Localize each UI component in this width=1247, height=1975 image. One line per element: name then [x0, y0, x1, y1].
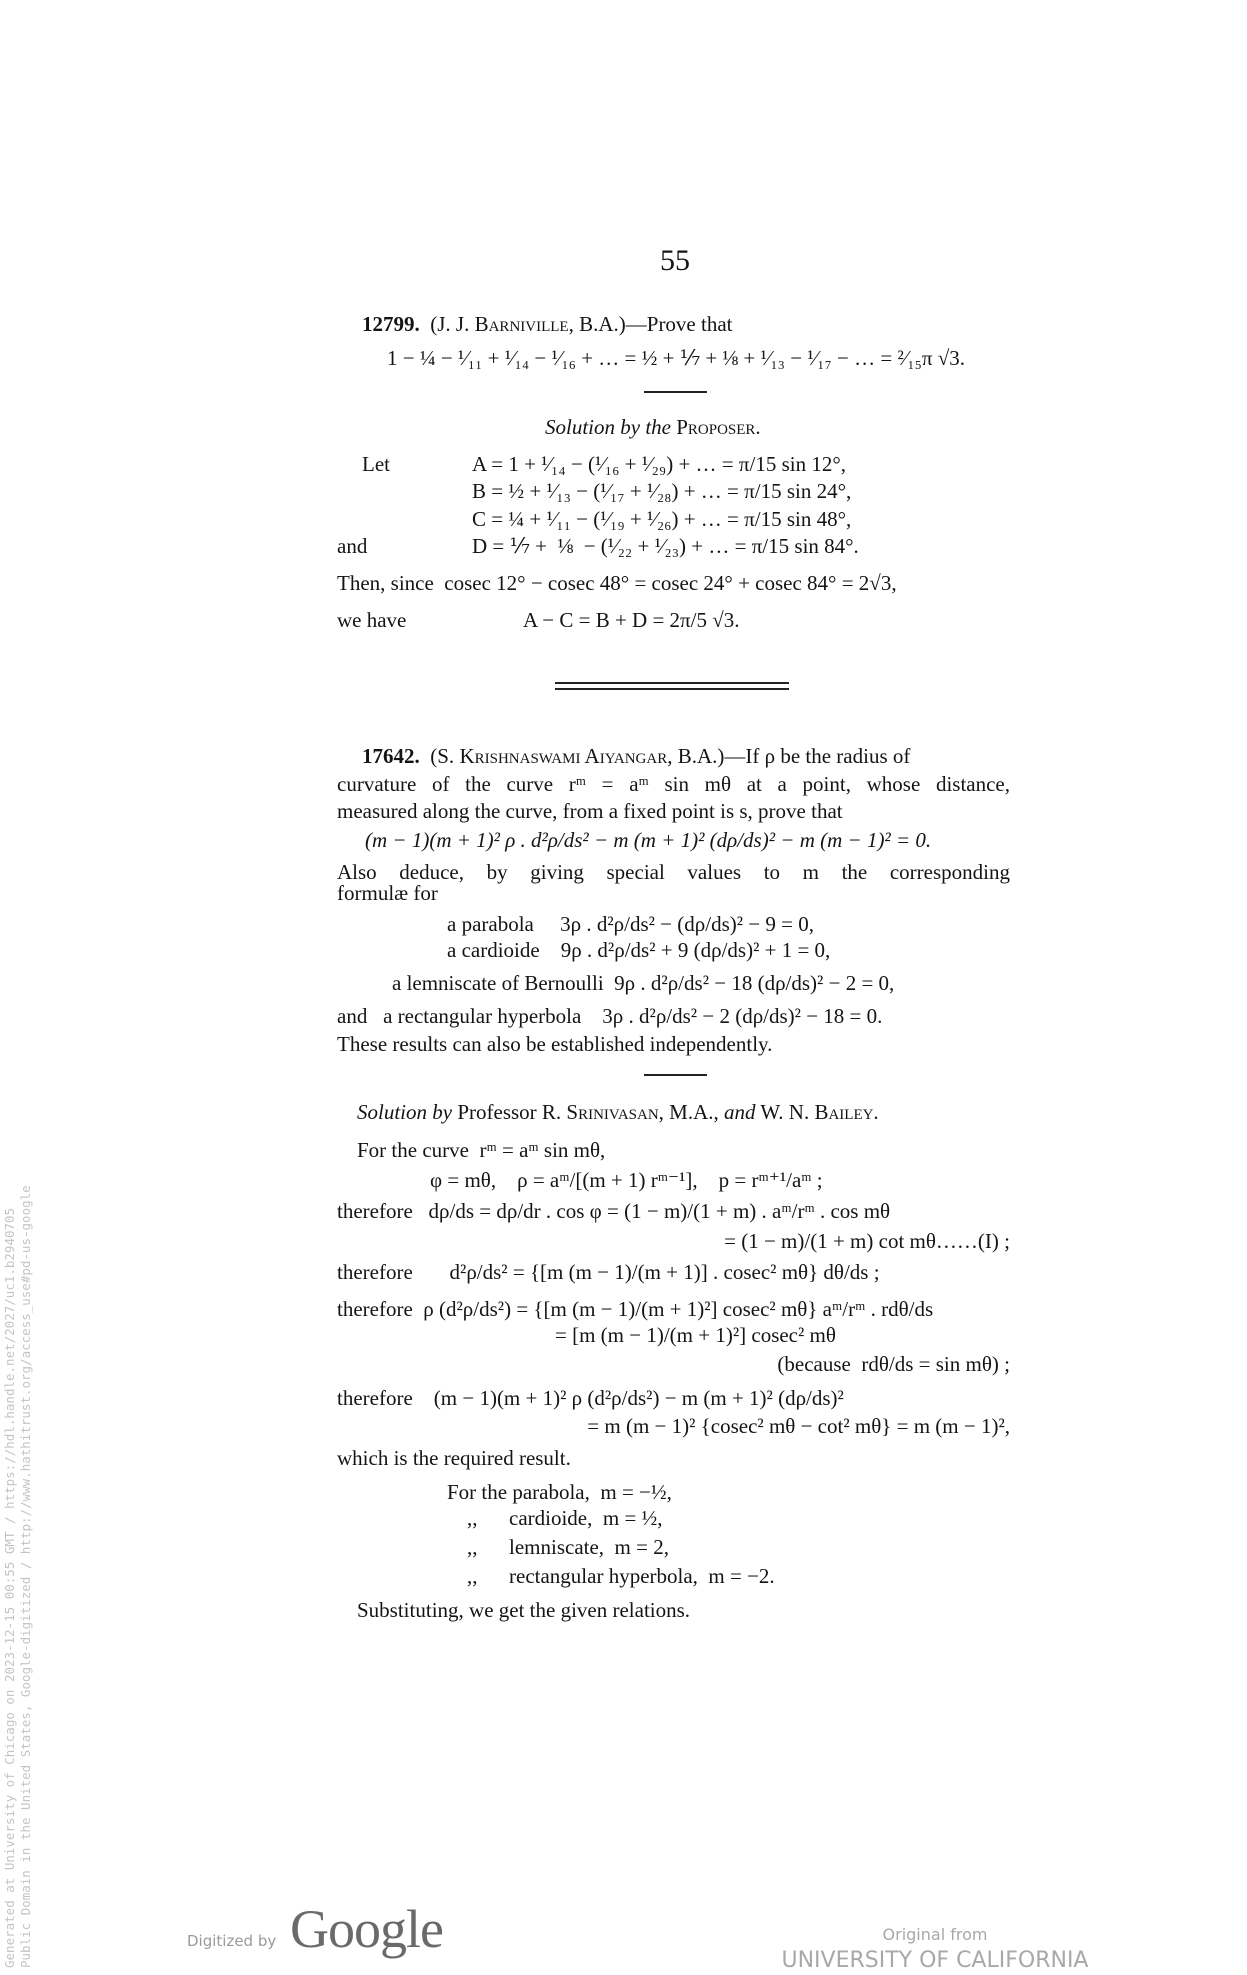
and-label: and — [337, 534, 368, 558]
solution-line-5: therefore d²ρ/ds² = {[m (m − 1)/(m + 1)] . cosec² mθ} dθ/ds ; — [337, 1260, 880, 1284]
solution-heading-name: Proposer. — [676, 415, 761, 439]
google-logo: Google — [290, 1899, 443, 1959]
problem-header-17642 — [362, 742, 1010, 770]
original-from-label: Original from — [882, 1925, 988, 1944]
statement-line-2: curvature of the curve rᵐ = aᵐ sin mθ at a point, whose distance, — [337, 772, 1010, 796]
statement-last-line: These results can also be established independently. — [337, 1032, 773, 1056]
solution-line-7: = [m (m − 1)/(m + 1)²] cosec² mθ — [555, 1323, 836, 1347]
solution-line-11: which is the required result. — [337, 1446, 571, 1470]
main-equation: (m − 1)(m + 1)² ρ . d²ρ/ds² − m (m + 1)² (dρ/ds)² − m (m − 1)² = 0. — [365, 828, 932, 852]
case-hyperbola: ,, rectangular hyperbola, m = −2. — [467, 1564, 775, 1588]
formula-lemniscate: a lemniscate of Bernoulli 9ρ . d²ρ/ds² − 18 (dρ/ds)² − 2 = 0, — [392, 971, 895, 995]
and-label: and — [724, 1100, 756, 1124]
solution-line-9: therefore (m − 1)(m + 1)² ρ (d²ρ/ds²) − m (m + 1)² (dρ/ds)² — [337, 1386, 844, 1410]
equation-a: A = 1 + ¹⁄₁₄ − (¹⁄₁₆ + ¹⁄₂₉) + … = π/15 sin 12°, — [472, 452, 846, 476]
solver-name-2: W. N. Bailey. — [755, 1100, 879, 1124]
statement-line-6: formulæ for — [337, 881, 438, 905]
problem-number: 17642. — [362, 744, 420, 768]
solution-heading-italic: Solution by the — [545, 415, 677, 439]
we-have-equation: A − C = B + D = 2π/5 √3. — [523, 608, 740, 632]
solution-line-2: φ = mθ, ρ = aᵐ/[(m + 1) rᵐ⁻¹], p = rᵐ⁺¹/aᵐ ; — [430, 1168, 823, 1192]
author-close: , B.A.)—Prove that — [568, 312, 733, 336]
let-label: Let — [362, 452, 390, 476]
we-have-label: we have — [337, 608, 407, 632]
solution-line-1: For the curve rᵐ = aᵐ sin mθ, — [357, 1138, 606, 1162]
double-rule-top — [555, 682, 789, 684]
case-cardioide: ,, cardioide, m = ½, — [467, 1506, 663, 1530]
equation-c: C = ¼ + ¹⁄₁₁ − (¹⁄₁₉ + ¹⁄₂₆) + … = π/15 sin 48°, — [472, 507, 852, 531]
problem-header-12799 — [362, 310, 733, 338]
professor-label: Professor — [457, 1100, 542, 1124]
formula-cardioide: a cardioide 9ρ . d²ρ/ds² + 9 (dρ/ds)² + 1 = 0, — [447, 938, 831, 962]
author-open: (J. J. — [430, 312, 475, 336]
case-lemniscate: ,, lemniscate, m = 2, — [467, 1535, 669, 1559]
solution-line-6: therefore ρ (d²ρ/ds²) = {[m (m − 1)/(m + 1)²] cosec² mθ} aᵐ/rᵐ . rdθ/ds — [337, 1297, 934, 1321]
formula-parabola: a parabola 3ρ . d²ρ/ds² − (dρ/ds)² − 9 = 0, — [447, 912, 814, 936]
solution-line-4: = (1 − m)/(1 + m) cot mθ……(I) ; — [724, 1229, 1010, 1253]
solution-by: Solution by — [357, 1100, 458, 1124]
solution-line-3: therefore dρ/ds = dρ/dr . cos φ = (1 − m)/(1 + m) . aᵐ/rᵐ . cos mθ — [337, 1199, 891, 1223]
author-name: Barniville — [474, 312, 569, 336]
double-rule-bottom — [555, 688, 789, 690]
then-line: Then, since cosec 12° − cosec 48° = cosec 24° + cosec 84° = 2√3, — [337, 571, 897, 595]
digitized-by-label: Digitized by — [187, 1932, 277, 1950]
section-rule — [644, 391, 707, 393]
problem-number: 12799. — [362, 312, 420, 336]
page-number: 55 — [660, 244, 690, 277]
author-name: Krishnaswami Aiyangar — [459, 744, 668, 768]
solution-heading-17642 — [357, 1098, 879, 1126]
institution-label: UNIVERSITY OF CALIFORNIA — [781, 1948, 1089, 1973]
solution-line-8: (because rdθ/ds = sin mθ) ; — [777, 1352, 1010, 1376]
formula-hyperbola: and a rectangular hyperbola 3ρ . d²ρ/ds² − 2 (dρ/ds)² − 18 = 0. — [337, 1004, 883, 1028]
solution-conclusion: Substituting, we get the given relations. — [357, 1598, 691, 1622]
section-rule — [644, 1074, 707, 1076]
author-open: (S. — [430, 744, 460, 768]
author-close: , B.A.)—If ρ be the radius of — [667, 744, 911, 768]
solution-line-10: = m (m − 1)² {cosec² mθ − cot² mθ} = m (m − 1)², — [587, 1414, 1010, 1438]
problem-statement: 1 − ¼ − ¹⁄₁₁ + ¹⁄₁₄ − ¹⁄₁₆ + … = ½ + ⅐ + ⅛ + ¹⁄₁₃ − ¹⁄₁₇ − … = ²⁄₁₅π √3. — [387, 346, 966, 370]
solver-name-1: R. Srinivasan — [541, 1100, 659, 1124]
equation-b: B = ½ + ¹⁄₁₃ − (¹⁄₁₇ + ¹⁄₂₈) + … = π/15 sin 24°, — [472, 479, 852, 503]
statement-line-3: measured along the curve, from a fixed point is s, prove that — [337, 799, 843, 823]
watermark-line-2: Public Domain in the United States, Google-digitized / http://www.hathitrust.org/access_use#pd-us-google — [18, 1185, 33, 1968]
statement-line-5: Also deduce, by giving special values to m the corresponding — [337, 860, 1010, 884]
solution-heading — [545, 413, 761, 441]
case-parabola: For the parabola, m = −½, — [447, 1480, 672, 1504]
watermark-line-1: Generated at University of Chicago on 2023-12-15 00:55 GMT / https://hdl.handle.net/2027/uc1.b2940705 — [2, 1207, 17, 1968]
solver-degree: , M.A., — [658, 1100, 725, 1124]
equation-d: D = ⅐ + ⅛ − (¹⁄₂₂ + ¹⁄₂₃) + … = π/15 sin 84°. — [472, 534, 859, 558]
